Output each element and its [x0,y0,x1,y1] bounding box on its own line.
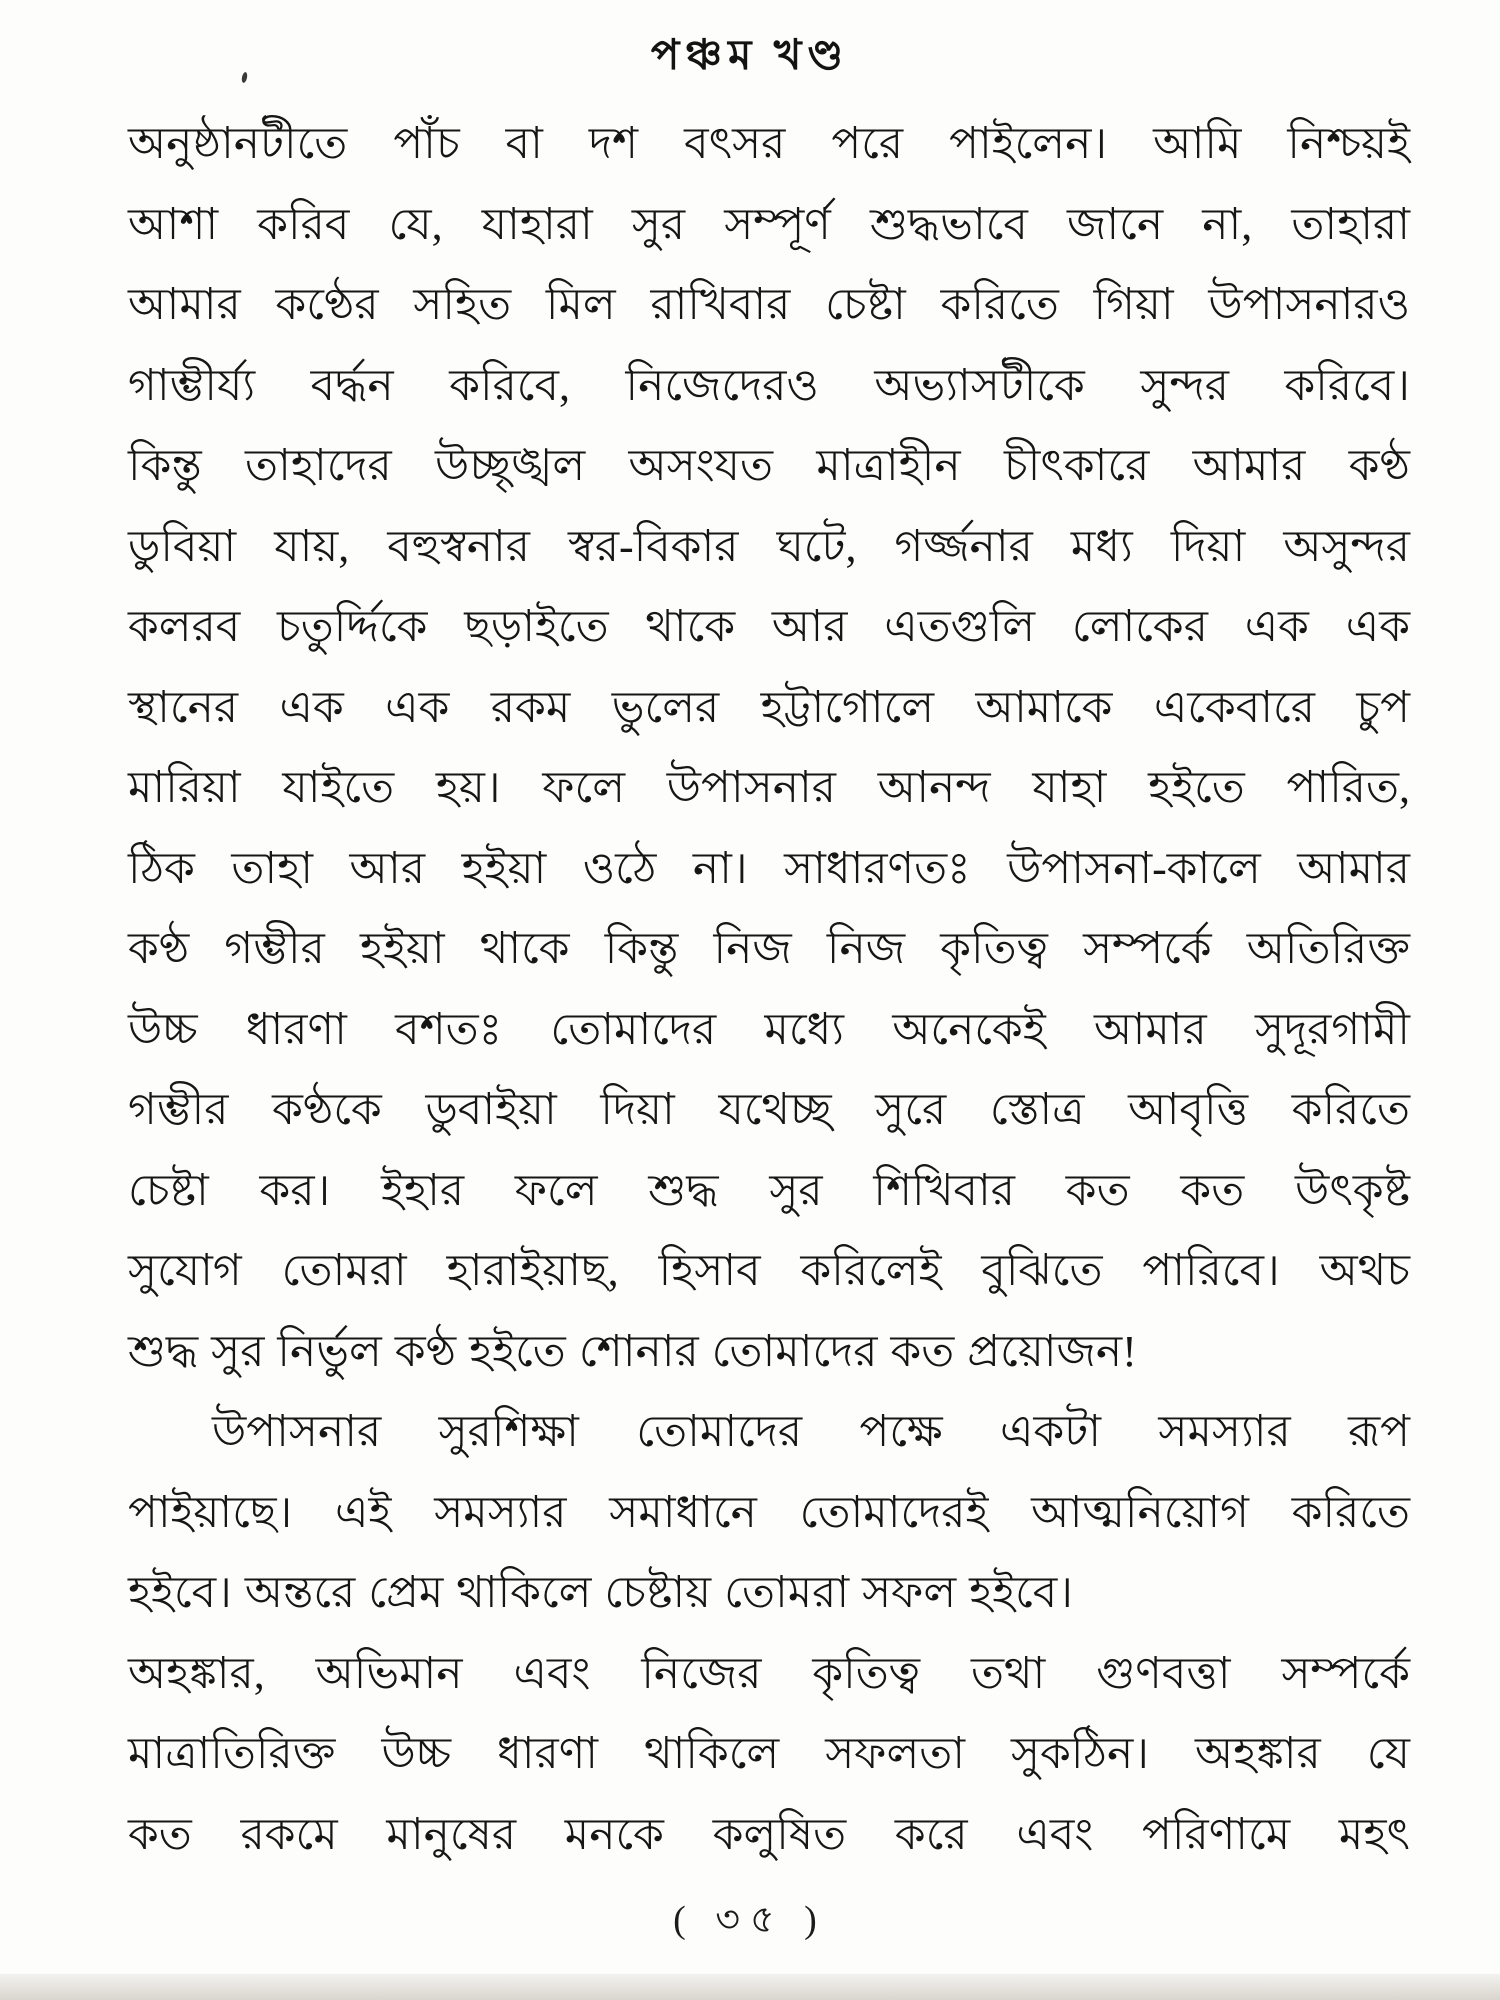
text-line: মারিয়া যাইতে হয়। ফলে উপাসনার আনন্দ যাহা হইতে পারিত, [128,763,1410,812]
text-line: অহঙ্কার, অভিমান এবং নিজের কৃতিত্ব তথা গুণবত্তা সম্পর্কে [128,1648,1410,1698]
text-line: ঠিক তাহা আর হইয়া ওঠে না। সাধারণতঃ উপাসনা-কালে আমার [128,843,1410,893]
text-line: কত রকমে মানুষের মনকে কলুষিত করে এবং পরিণামে মহৎ [128,1809,1410,1859]
text-line: চেষ্টা কর। ইহার ফলে শুদ্ধ সুর শিখিবার কত কত উৎকৃষ্ট [128,1165,1410,1215]
page-header-volume-title: পঞ্চম খণ্ড [650,33,850,79]
page-number: ( ৩৫ ) [673,1899,827,1941]
text-line: গাম্ভীর্য্য বর্দ্ধন করিবে, নিজেদেরও অভ্যাসটীকে সুন্দর করিবে। [128,360,1410,410]
text-line: আমার কণ্ঠের সহিত মিল রাখিবার চেষ্টা করিতে গিয়া উপাসনারও [128,280,1410,329]
text-line: শুদ্ধ সুর নির্ভুল কণ্ঠ হইতে শোনার তোমাদের কত প্রয়োজন! [128,1326,1137,1376]
text-line: গম্ভীর কণ্ঠকে ডুবাইয়া দিয়া যথেচ্ছ সুরে স্তোত্র আবৃত্তি করিতে [128,1085,1410,1134]
text-line: উপাসনার সুরশিক্ষা তোমাদের পক্ষে একটা সমস্যার রূপ [212,1407,1410,1456]
text-line: অনুষ্ঠানটীতে পাঁচ বা দশ বৎসর পরে পাইলেন। আমি নিশ্চয়ই [128,119,1410,168]
text-line: উচ্চ ধারণা বশতঃ তোমাদের মধ্যে অনেকেই আমার সুদূরগামী [128,1004,1410,1054]
text-line: আশা করিব যে, যাহারা সুর সম্পূর্ণ শুদ্ধভাবে জানে না, তাহারা [128,199,1410,249]
text-line: কণ্ঠ গম্ভীর হইয়া থাকে কিন্তু নিজ নিজ কৃতিত্ব সম্পর্কে অতিরিক্ত [128,924,1410,973]
text-line: স্থানের এক এক রকম ভুলের হট্টাগোলে আমাকে একেবারে চুপ [128,682,1410,732]
text-line: কলরব চতুর্দ্দিকে ছড়াইতে থাকে আর এতগুলি লোকের এক এক [128,602,1410,651]
text-line: সুযোগ তোমরা হারাইয়াছ, হিসাব করিলেই বুঝিতে পারিবে। অথচ [128,1246,1410,1295]
text-line: কিন্তু তাহাদের উচ্ছৃঙ্খল অসংযত মাত্রাহীন চীৎকারে আমার কণ্ঠ [128,441,1410,490]
text-line: হইবে। অন্তরে প্রেম থাকিলে চেষ্টায় তোমরা সফল হইবে। [128,1568,1074,1617]
text-line: ডুবিয়া যায়, বহুস্বনার স্বর-বিকার ঘটে, গর্জ্জনার মধ্য দিয়া অসুন্দর [128,521,1410,571]
scan-edge-shadow [0,1974,1500,2000]
text-line: পাইয়াছে। এই সমস্যার সমাধানে তোমাদেরই আত্মনিয়োগ করিতে [128,1487,1410,1537]
page-body [128,104,1410,1875]
text-line: মাত্রাতিরিক্ত উচ্চ ধারণা থাকিলে সফলতা সুকঠিন। অহঙ্কার যে [128,1729,1410,1778]
